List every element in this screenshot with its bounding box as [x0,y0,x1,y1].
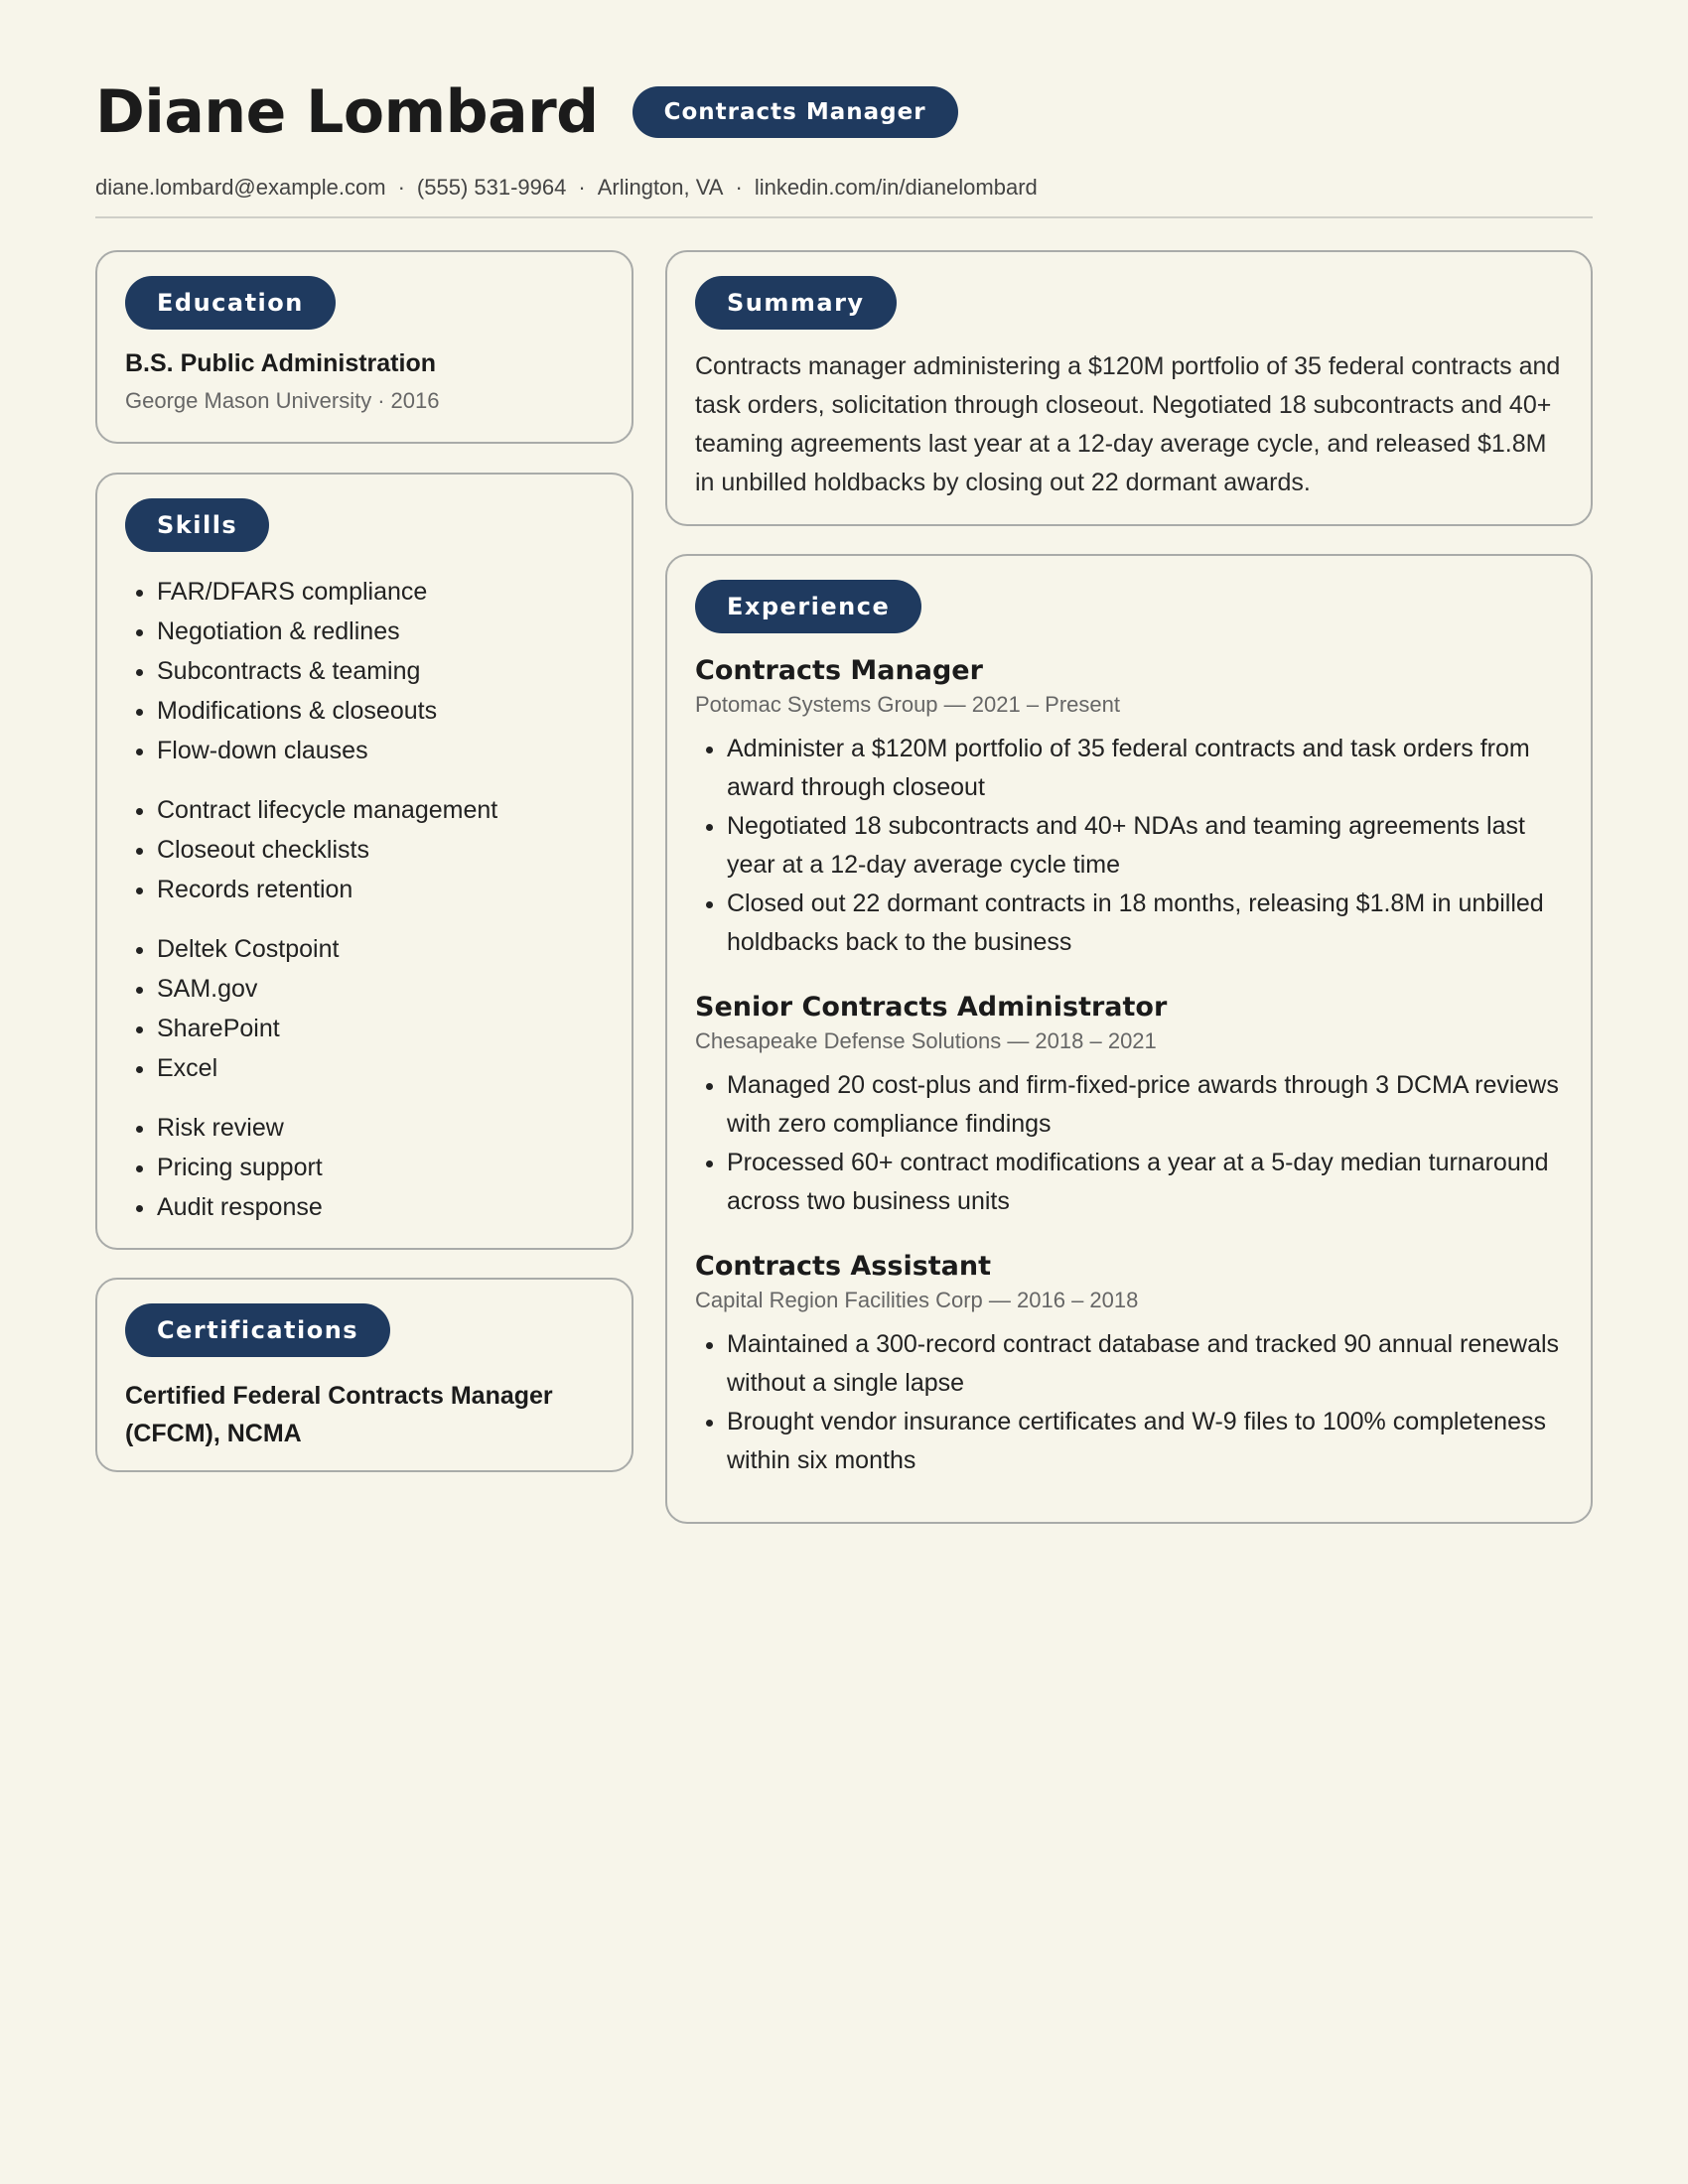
job-bullet: • Brought vendor insurance certificates and W-9 files to 100% completeness within six months [727,1403,1563,1480]
skill-item: • SAM.gov [157,969,604,1009]
education-separator: · [377,388,385,413]
job-bullet: • Negotiated 18 subcontracts and 40+ NDAs and teaming agreements last year at a 12-day average cycle time [727,807,1563,885]
skill-item: • Records retention [157,870,604,909]
skills-list [125,790,604,909]
skills-card [95,473,633,1250]
skill-item: • Negotiation & redlines [157,612,604,651]
summary-card [665,250,1593,526]
contact-email: diane.lombard@example.com [95,175,386,200]
skill-item: • Risk review [157,1108,604,1148]
skill-item: • Modifications & closeouts [157,691,604,731]
education-heading: Education [125,276,336,330]
job-bullet: • Administer a $120M portfolio of 35 federal contracts and task orders from award through closeout [727,730,1563,807]
job-bullets [695,1325,1563,1480]
name-row [95,69,1593,155]
education-card [95,250,633,444]
resume-header [95,69,1593,201]
contact-location: Arlington, VA [597,175,724,200]
job-bullets [695,1066,1563,1221]
contact-separator: · [735,175,743,200]
contact-separator: · [397,175,405,200]
experience-jobs [695,655,1563,1480]
experience-heading: Experience [695,580,921,633]
skills-heading: Skills [125,498,269,552]
summary-text: Contracts manager administering a $120M portfolio of 35 federal contracts and task orders, solicitation through closeout. Negotiated 18 subcontracts and 40+ teaming agreements last year at a 12-day average cycle, and released $1.8M in unbilled holdbacks by closing out 22 dormant awards. [695,352,1561,496]
header-divider [95,216,1593,218]
skill-item: • Deltek Costpoint [157,929,604,969]
job-bullet: • Maintained a 300-record contract database and tracked 90 annual renewals without a single lapse [727,1325,1563,1403]
skill-item: • Audit response [157,1187,604,1227]
contact-linkedin: linkedin.com/in/dianelombard [754,175,1038,200]
job-bullet: • Managed 20 cost-plus and firm-fixed-price awards through 3 DCMA reviews with zero compliance findings [727,1066,1563,1144]
skill-item: • FAR/DFARS compliance [157,572,604,612]
job-title: Senior Contracts Administrator [695,992,1168,1023]
job-meta: Potomac Systems Group — 2021 – Present [695,692,1120,717]
education-meta [125,388,604,414]
skills-list [125,929,604,1088]
job-entry [695,655,1563,962]
experience-card [665,554,1593,1524]
job-bullet: • Processed 60+ contract modifications a year at a 5-day median turnaround across two business units [727,1144,1563,1221]
education-year: 2016 [390,388,440,413]
education-school: George Mason University [125,388,372,413]
certification-item: Certified Federal Contracts Manager (CFCM), NCMA [125,1382,553,1447]
skill-item: • Closeout checklists [157,830,604,870]
job-meta: Capital Region Facilities Corp — 2016 – 2018 [695,1288,1139,1312]
skill-item: • Pricing support [157,1148,604,1187]
skill-item: • SharePoint [157,1009,604,1048]
contact-line [95,175,1593,201]
certifications-heading: Certifications [125,1303,390,1357]
certifications-card [95,1278,633,1472]
job-entry [695,992,1563,1221]
skill-item: • Contract lifecycle management [157,790,604,830]
job-bullet: • Closed out 22 dormant contracts in 18 months, releasing $1.8M in unbilled holdbacks back to the business [727,885,1563,962]
skill-item: • Excel [157,1048,604,1088]
skills-groups [125,572,604,1227]
skill-item: • Flow-down clauses [157,731,604,770]
contact-separator: · [578,175,586,200]
summary-heading: Summary [695,276,897,330]
job-title: Contracts Manager [695,655,983,686]
candidate-name: Diane Lombard [95,77,599,147]
skill-item: • Subcontracts & teaming [157,651,604,691]
education-degree: B.S. Public Administration [125,349,436,377]
contact-phone: (555) 531-9964 [416,175,567,200]
skills-list [125,1108,604,1227]
job-meta: Chesapeake Defense Solutions — 2018 – 2021 [695,1028,1157,1053]
job-entry [695,1251,1563,1480]
job-bullets [695,730,1563,962]
skills-list [125,572,604,770]
job-title: Contracts Assistant [695,1251,992,1282]
job-title-badge: Contracts Manager [633,86,958,138]
